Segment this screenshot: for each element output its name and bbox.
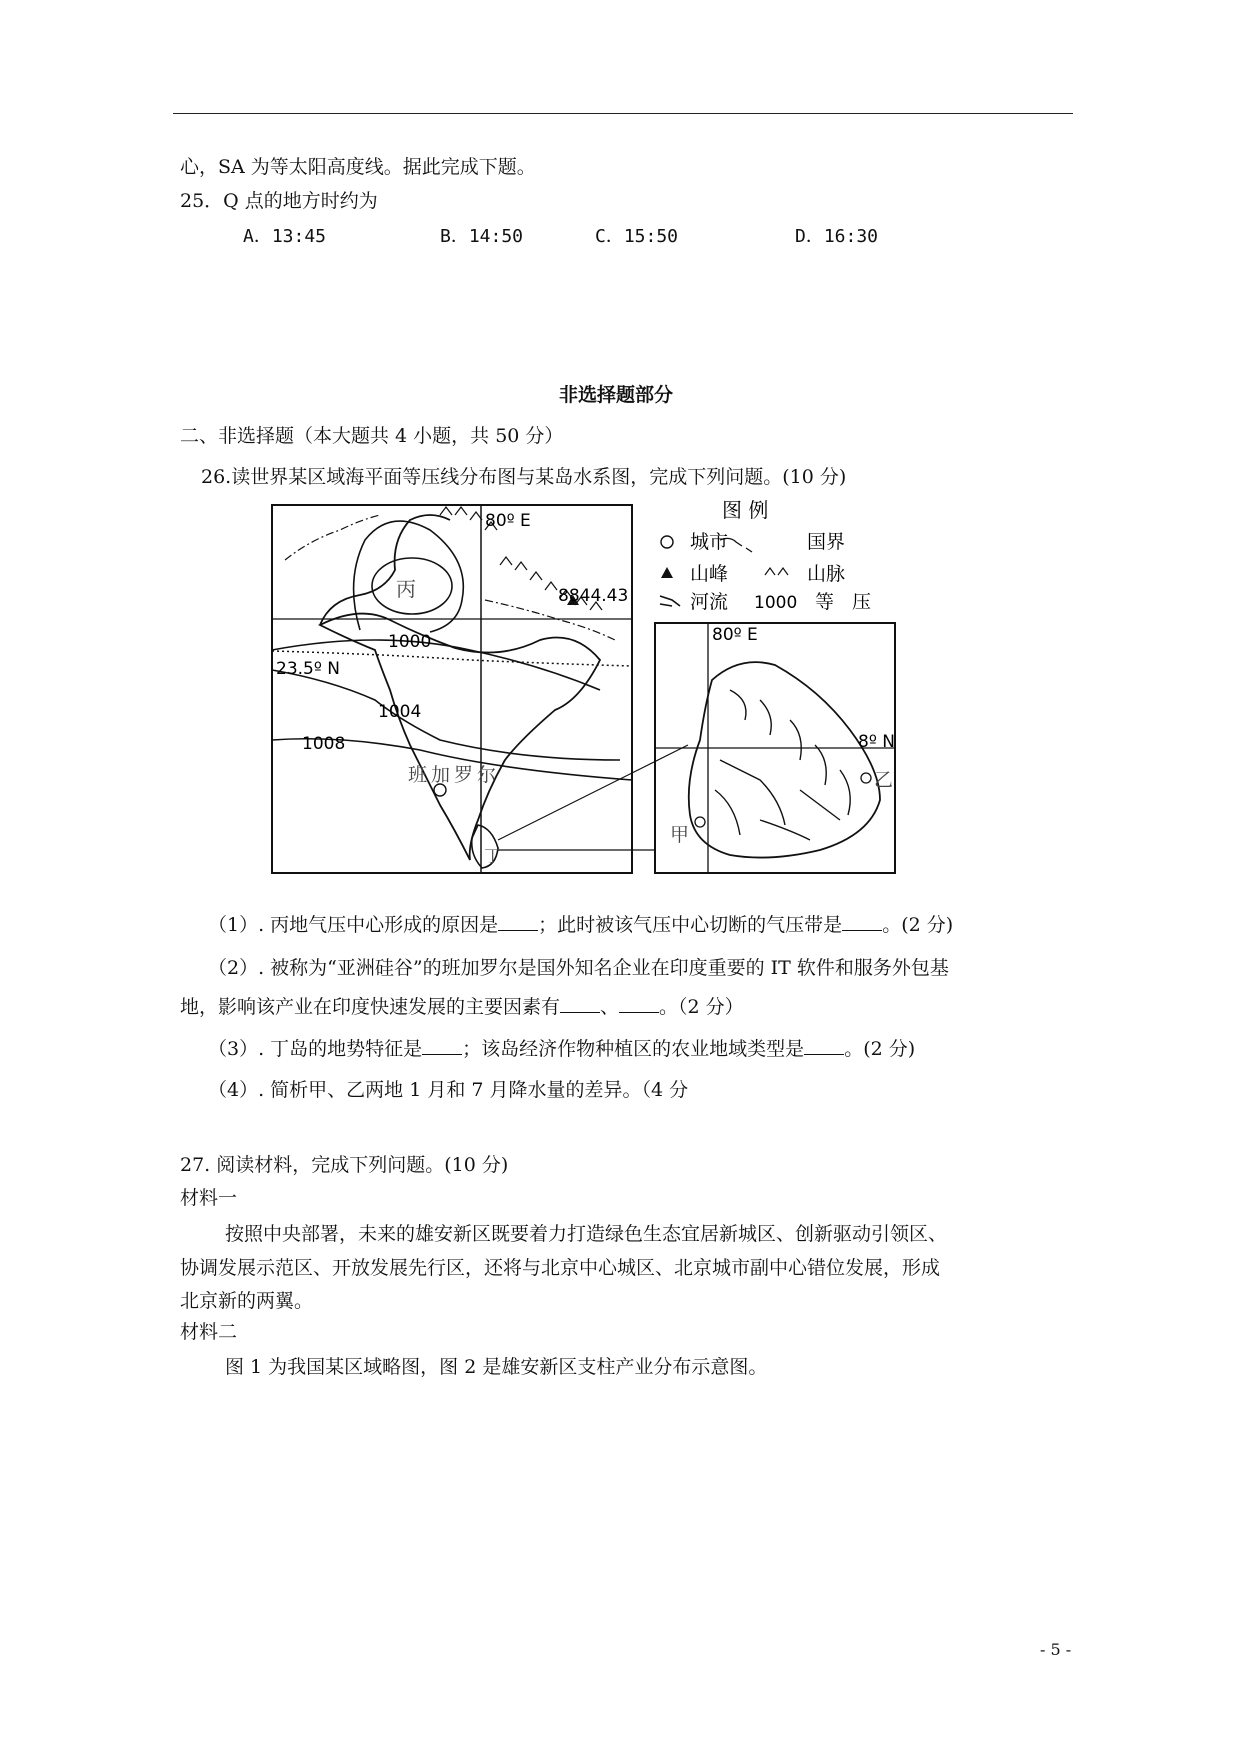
jia-city-marker <box>695 817 705 827</box>
border-line-east <box>485 600 615 640</box>
q25-option-a: A．13:45 <box>243 226 327 247</box>
place-label-jia: 甲 <box>670 824 690 846</box>
main-map-frame <box>272 505 632 873</box>
india-coastline <box>320 614 600 860</box>
q26-part2-line1: （2）. 被称为“亚洲硅谷”的班加罗尔是国外知名企业在印度重要的 IT 软件和服务外包基 <box>208 957 949 979</box>
material1-line1: 按照中央部署，未来的雄安新区既要着力打造绿色生态宜居新城区、创新驱动引领区、 <box>225 1223 948 1245</box>
place-label-bing: 丙 <box>396 577 416 601</box>
legend-text-isobar: 等 压 <box>815 591 878 613</box>
q26-part1: （1）. 丙地气压中心形成的原因是 ；此时被该气压中心切断的气压带是 。(2 分) <box>208 914 954 936</box>
legend-river-icon <box>660 596 680 606</box>
isobar-label-1008: 1008 <box>302 734 346 754</box>
legend-peak-icon <box>661 567 673 578</box>
legend-text-river: 河流 <box>690 591 729 613</box>
page-number: - 5 - <box>1040 1640 1072 1659</box>
answer-blank[interactable] <box>498 914 538 931</box>
material1-line3: 北京新的两翼。 <box>180 1290 314 1312</box>
answer-blank[interactable] <box>804 1038 844 1055</box>
material1-label: 材料一 <box>180 1187 238 1209</box>
q25-stem: 25．Q 点的地方时约为 <box>180 190 378 212</box>
section-title: 非选择题部分 <box>559 384 674 406</box>
part2-heading: 二、非选择题（本大题共 4 小题，共 50 分） <box>180 425 564 447</box>
material1-line2: 协调发展示范区、开放发展先行区，还将与北京中心城区、北京城市副中心错位发展，形成 <box>180 1257 941 1279</box>
answer-blank[interactable] <box>422 1038 462 1055</box>
q26-part4: （4）. 简析甲、乙两地 1 月和 7 月降水量的差异。（4 分 <box>208 1079 689 1101</box>
place-label-ding: 丁 <box>484 847 501 867</box>
material2-line: 图 1 为我国某区域略图，图 2 是雄安新区支柱产业分布示意图。 <box>225 1356 768 1378</box>
q27-stem: 27. 阅读材料，完成下列问题。(10 分) <box>180 1154 509 1176</box>
place-label-yi: 乙 <box>874 769 894 791</box>
material2-label: 材料二 <box>180 1321 238 1343</box>
q24-tail-text: 心，SA 为等太阳高度线。据此完成下题。 <box>180 156 536 178</box>
map-label-23n: 23.5º N <box>276 659 340 679</box>
q25-option-c: C．15:50 <box>595 226 679 247</box>
q26-stem: 26.读世界某区域海平面等压线分布图与某岛水系图，完成下列问题。(10 分) <box>201 466 847 488</box>
q26-part3: （3）. 丁岛的地势特征是 ；该岛经济作物种植区的农业地域类型是 。(2 分) <box>208 1038 916 1060</box>
q25-option-d: D．16:30 <box>795 226 879 247</box>
inset-label-8n: 8º N <box>858 732 895 752</box>
answer-blank[interactable] <box>619 996 659 1013</box>
isobar-label-1000: 1000 <box>388 632 432 652</box>
legend-text-isobar-value: 1000 <box>754 593 798 613</box>
legend-text-border: 国界 <box>807 531 846 553</box>
legend-text-city: 城市 <box>690 531 729 553</box>
legend-text-peak: 山峰 <box>690 563 729 585</box>
inset-label-80e: 80º E <box>712 625 758 645</box>
yi-city-marker <box>861 773 871 783</box>
map-label-80e: 80º E <box>485 511 531 531</box>
q25-option-b: B．14:50 <box>440 226 524 247</box>
legend-mountain-icon <box>765 568 788 575</box>
map-label-peak: 8844.43 <box>558 586 629 606</box>
legend-city-icon <box>661 536 673 548</box>
inset-rivers <box>715 690 850 840</box>
q26-part2-line2: 地，影响该产业在印度快速发展的主要因素有 、 。（2 分） <box>180 996 744 1018</box>
answer-blank[interactable] <box>560 996 600 1013</box>
legend-title: 图 例 <box>722 498 769 522</box>
legend-text-mountain: 山脉 <box>807 563 846 585</box>
answer-blank[interactable] <box>842 914 882 931</box>
place-label-bangalore: 班加罗尔 <box>408 764 501 786</box>
isobar-label-1004: 1004 <box>378 702 422 722</box>
northern-outline <box>320 515 450 625</box>
border-line-west <box>285 515 380 560</box>
